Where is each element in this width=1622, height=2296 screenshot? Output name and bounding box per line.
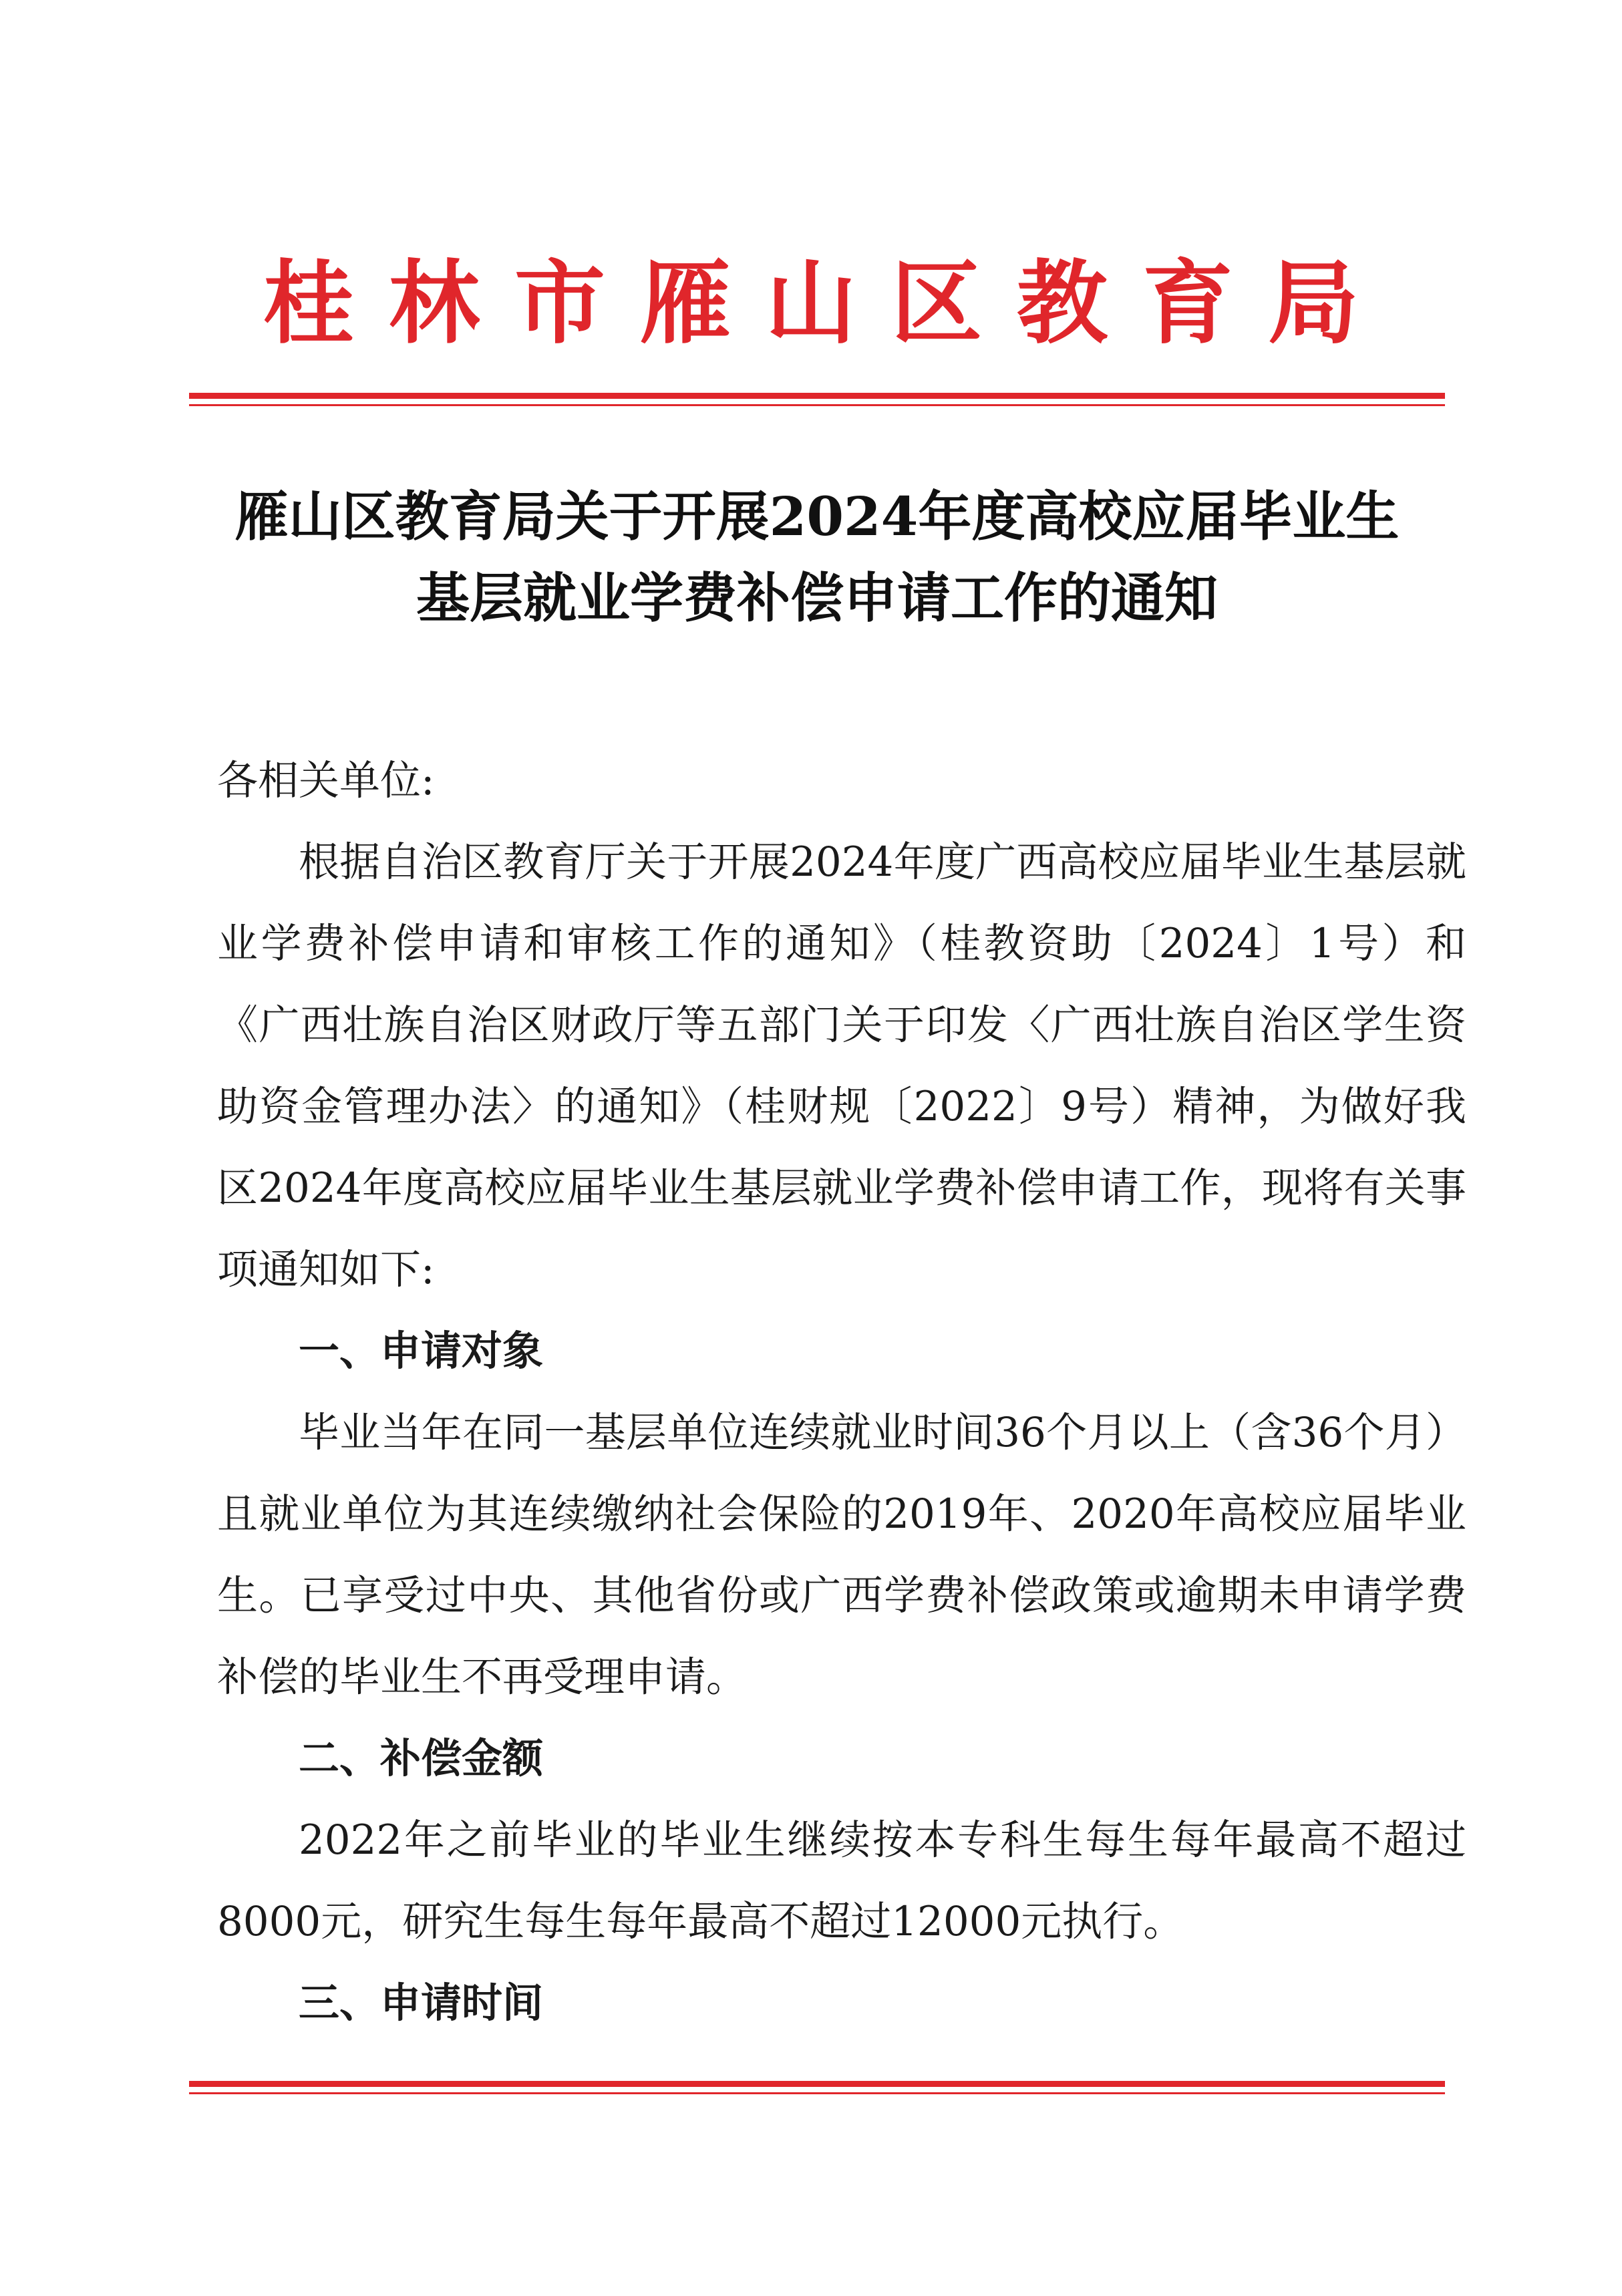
section-text-applicants: 毕业当年在同一基层单位连续就业时间36个月以上（含36个月）且就业单位为其连续缴纳社会保险的2019年、2020年高校应届毕业生。已享受过中央、其他省份或广西学费补偿政策或逾期未申请学费补偿的毕业生不再受理申请。 (217, 1409, 1466, 1701)
document-title (189, 476, 1445, 639)
document-body (217, 740, 1466, 2044)
footer-divider-thin-line (189, 2092, 1445, 2094)
footer-divider (189, 2081, 1445, 2094)
document-title-line-2: 基层就业学费补偿申请工作的通知 (416, 566, 1218, 629)
intro-paragraph: 根据自治区教育厅关于开展2024年度广西高校应届毕业生基层就业学费补偿申请和审核工作的通知》（桂教资助〔2024〕1号）和《广西壮族自治区财政厅等五部门关于印发〈广西壮族自治区学生资助资金管理办法〉的通知》（桂财规〔2022〕9号）精神，为做好我区2024年度高校应届毕业生基层就业学费补偿申请工作，现将有关事项通知如下: (217, 838, 1466, 1293)
divider-thick-line (189, 393, 1445, 399)
section-heading-amount: 二、补偿金额 (299, 1735, 544, 1782)
section-text-amount: 2022年之前毕业的毕业生继续按本专科生每生每年最高不超过8000元，研究生每生每年最高不超过12000元执行。 (217, 1816, 1466, 1945)
divider-thin-line (189, 404, 1445, 406)
section-heading-applicants: 一、申请对象 (299, 1327, 544, 1375)
letterhead-divider (189, 393, 1445, 406)
salutation: 各相关单位: (217, 757, 435, 804)
section-heading-time: 三、申请时间 (299, 1979, 544, 2027)
document-title-line-1: 雁山区教育局关于开展2024年度高校应届毕业生 (234, 485, 1400, 548)
footer-divider-thick-line (189, 2081, 1445, 2087)
letterhead-org-name: 桂林市雁山区教育局 (263, 251, 1394, 357)
